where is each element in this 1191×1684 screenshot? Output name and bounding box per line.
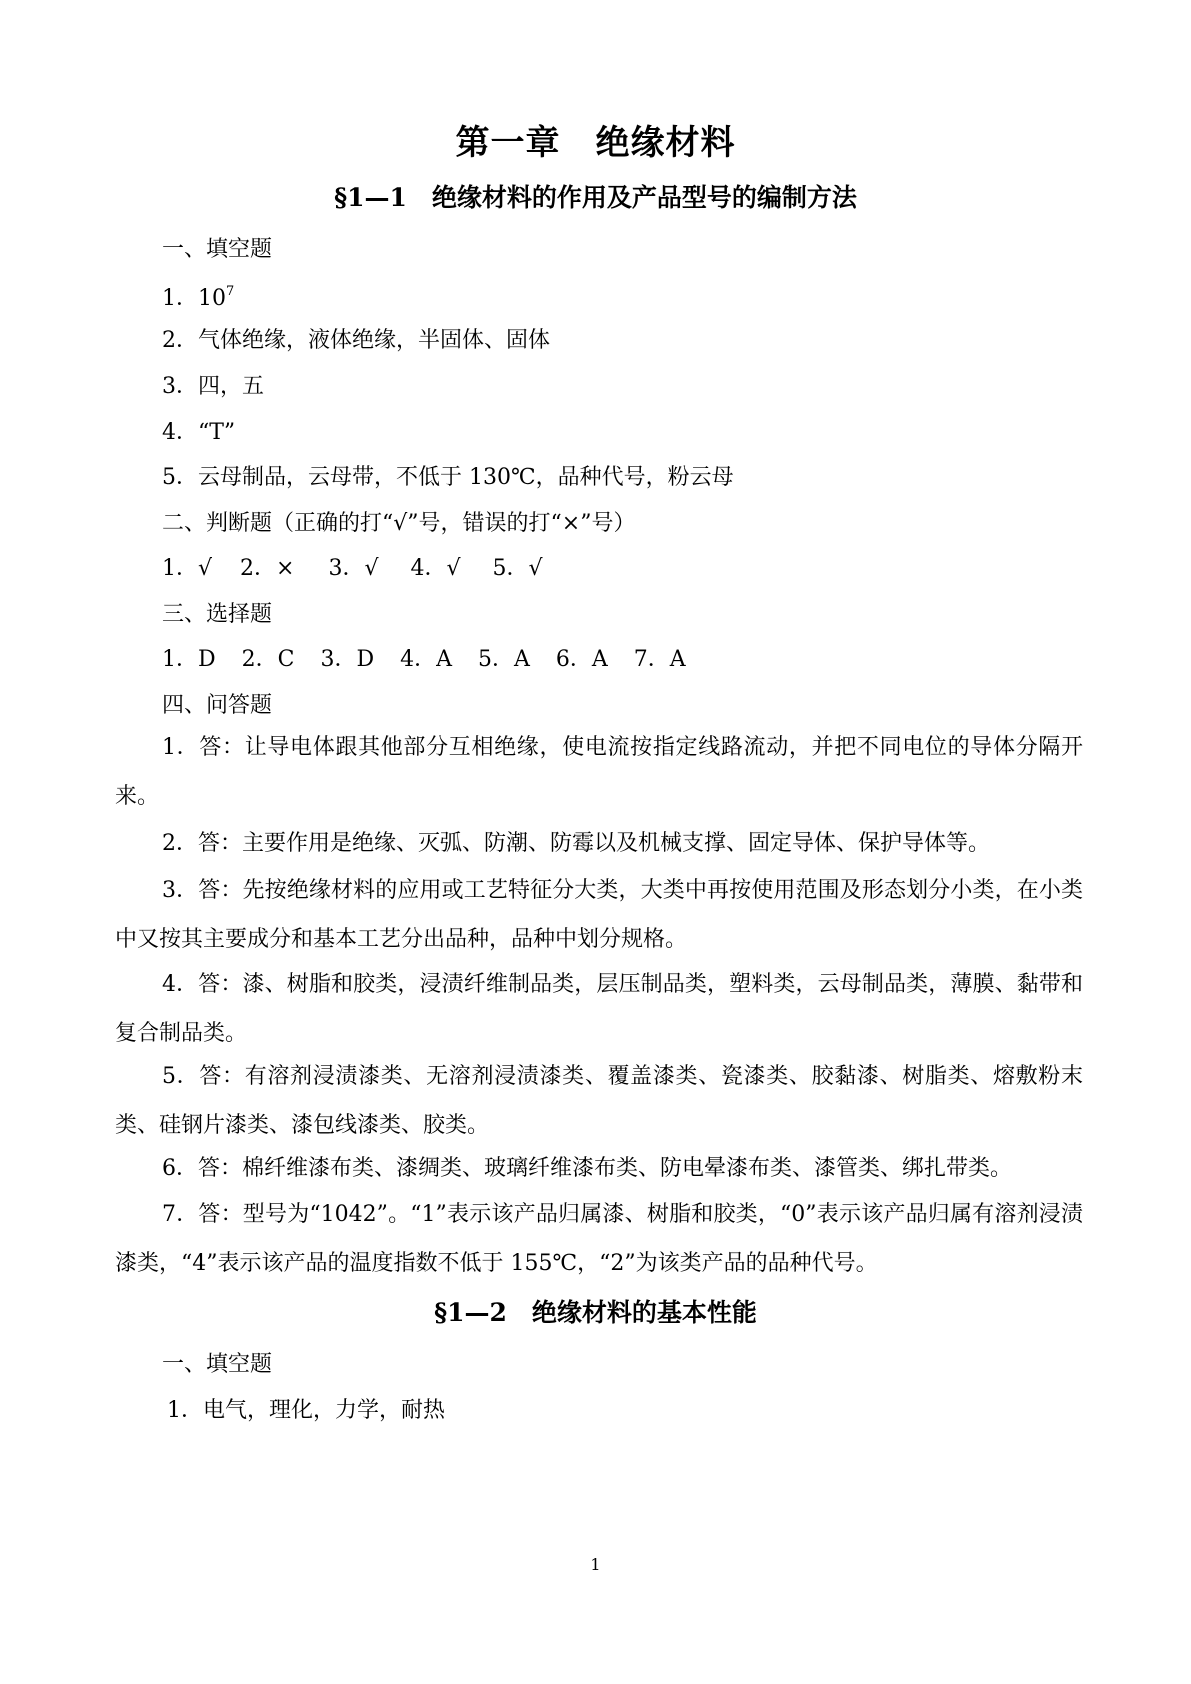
section2-fill-blank-answer-1: 1．电气，理化，力学，耐热 <box>167 1398 445 1423</box>
tf-answer-1: 1．√ <box>162 556 213 581</box>
qa-answer-7: 7．答：型号为“1042”。“1”表示该产品归属漆、树脂和胶类，“0”表示该产品归属有溶剂浸渍漆类，“4”表示该产品的温度指数不低于 155℃，“2”为该类产品的品种代号。 <box>115 1202 1083 1276</box>
choice-answer-1: 1．D <box>162 647 216 672</box>
fill-blank-answer-1 <box>162 284 234 314</box>
qa-answer-2: 2．答：主要作用是绝缘、灭弧、防潮、防霉以及机械支撑、固定导体、保护导体等。 <box>162 831 990 856</box>
choice-heading: 三、选择题 <box>162 602 273 627</box>
fill-blank-answer-4: 4．“T” <box>162 420 236 445</box>
qa-answer-5: 5．答：有溶剂浸渍漆类、无溶剂浸渍漆类、覆盖漆类、瓷漆类、胶黏漆、树脂类、熔敷粉末类、硅钢片漆类、漆包线漆类、胶类。 <box>115 1064 1083 1138</box>
choice-answer-4: 4．A <box>400 647 453 672</box>
qa-answer-1: 1．答：让导电体跟其他部分互相绝缘，使电流按指定线路流动，并把不同电位的导体分隔开来。 <box>115 735 1083 809</box>
qa-answer-3: 3．答：先按绝缘材料的应用或工艺特征分大类，大类中再按使用范围及形态划分小类，在小类中又按其主要成分和基本工艺分出品种，品种中划分规格。 <box>115 878 1083 952</box>
fill-blank-answer-2: 2．气体绝缘，液体绝缘，半固体、固体 <box>162 328 550 353</box>
choice-answer-3: 3．D <box>320 647 375 672</box>
true-false-answers <box>162 554 543 584</box>
choice-answer-6: 6．A <box>555 647 608 672</box>
choice-answer-5: 5．A <box>478 647 530 672</box>
section-title-1-2: §1—2 绝缘材料的基本性能 <box>434 1298 757 1327</box>
choice-answer-7: 7．A <box>633 647 686 672</box>
tf-answer-4: 4．√ <box>410 556 461 581</box>
answer-text: 1．10 <box>162 286 226 311</box>
section-title-1-1: §1—1 绝缘材料的作用及产品型号的编制方法 <box>334 183 857 212</box>
qa-answer-4: 4．答：漆、树脂和胶类，浸渍纤维制品类，层压制品类，塑料类，云母制品类，薄膜、黏带和复合制品类。 <box>115 972 1083 1046</box>
section2-fill-blank-heading: 一、填空题 <box>162 1352 273 1377</box>
tf-answer-3: 3．√ <box>328 556 379 581</box>
chapter-title: 第一章 绝缘材料 <box>455 123 736 163</box>
fill-blank-answer-3: 3．四，五 <box>162 374 264 399</box>
choice-answers <box>162 645 686 675</box>
fill-blank-heading: 一、填空题 <box>162 237 273 262</box>
tf-answer-5: 5．√ <box>492 556 543 581</box>
page-number: 1 <box>590 1555 601 1574</box>
qa-answer-6: 6．答：棉纤维漆布类、漆绸类、玻璃纤维漆布类、防电晕漆布类、漆管类、绑扎带类。 <box>162 1156 1012 1181</box>
superscript-exponent: 7 <box>226 284 235 299</box>
tf-answer-2: 2．× <box>240 556 295 581</box>
true-false-heading: 二、判断题（正确的打“√”号，错误的打“×”号） <box>162 511 636 536</box>
qa-heading: 四、问答题 <box>162 693 273 718</box>
fill-blank-answer-5: 5．云母制品，云母带，不低于 130℃，品种代号，粉云母 <box>162 465 734 490</box>
choice-answer-2: 2．C <box>241 647 295 672</box>
